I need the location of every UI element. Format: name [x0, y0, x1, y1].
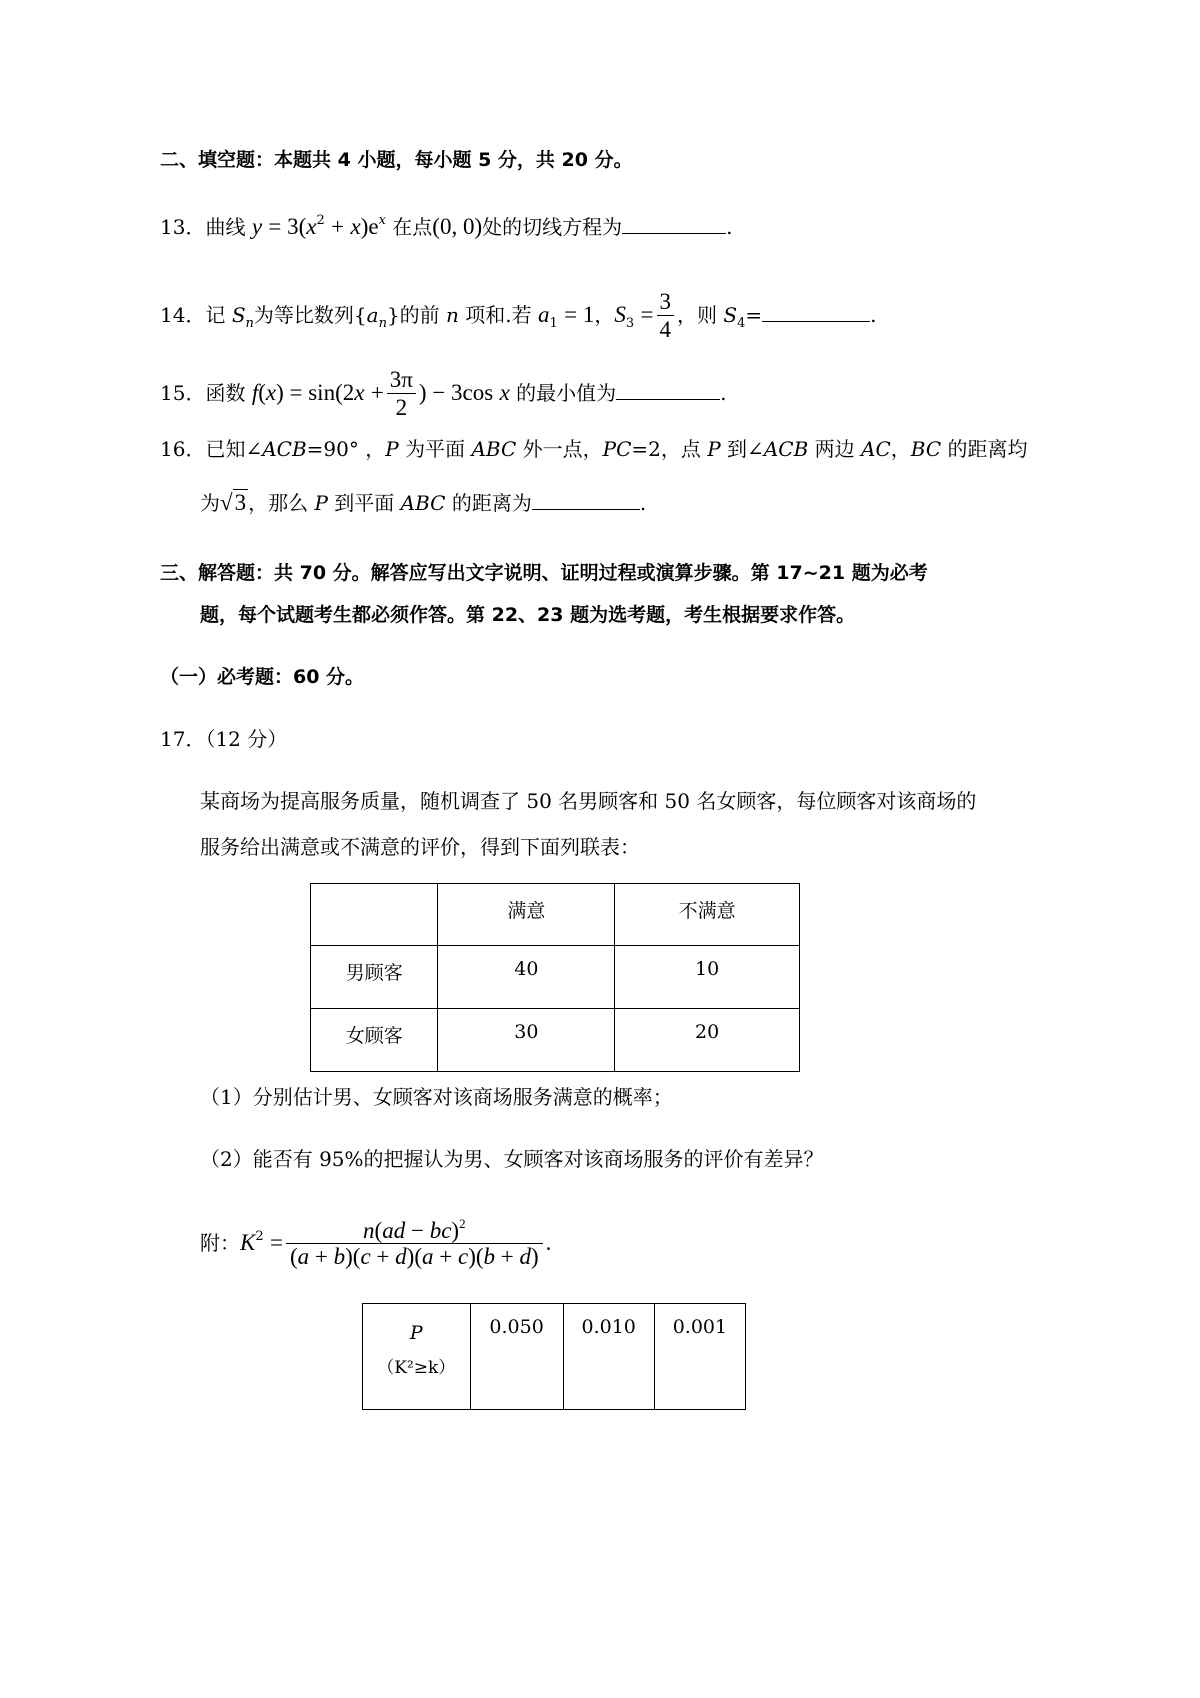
table-row: [363, 1304, 746, 1410]
question-text: 为: [200, 491, 220, 515]
section-3-heading-line-1: 三、解答题：共 70 分。解答应写出文字说明、证明过程或演算步骤。第 17~21 题为必考: [160, 562, 928, 584]
question-text: 为等比数列: [253, 303, 354, 327]
section-3-heading-line-2: 题，每个试题考生都必须作答。第 22、23 题为选考题，考生根据要求作答。: [200, 604, 856, 626]
fraction: $\frac{3}{4}$: [657, 290, 675, 343]
table-header-cell: 满意: [438, 884, 615, 946]
p-label: P: [409, 1322, 423, 1344]
k-condition-label: （K²≥k）: [377, 1358, 456, 1378]
question-text: 项和.若: [458, 303, 538, 327]
table-row: [311, 1009, 800, 1072]
question-16-line-1: 16．已知∠ACB=90° ，P 为平面 ABC 外一点，PC=2，点 P 到∠ACB 两边 AC，BC 的距离均: [160, 437, 1028, 461]
question-text: 的前: [399, 303, 447, 327]
table-cell: 30: [438, 1009, 615, 1072]
question-text: 到∠: [720, 437, 764, 461]
question-14: 14．记 $S_n$为等比数列$\{a_n\}$的前 n 项和.若 $a_1 = 1$，$S_3$ = $\frac{3}{4}$ ，则 $S_4=$ .: [160, 289, 877, 342]
answer-blank[interactable]: [762, 301, 870, 322]
question-17-paragraph-line-1: 某商场为提高服务质量，随机调查了 50 名男顾客和 50 名女顾客，每位顾客对该商场的: [200, 789, 977, 813]
answer-blank[interactable]: [532, 489, 640, 510]
question-15: 15．函数 f(x) = sin(2x + $\frac{3\pi}{2}$ ) − 3cos x 的最小值为 .: [160, 367, 727, 420]
question-text: .: [639, 491, 647, 515]
table-cell: 0.001: [654, 1304, 745, 1410]
table-cell: 女顾客: [311, 1009, 438, 1072]
question-text: 的距离为: [445, 491, 532, 515]
table-row: [311, 946, 800, 1009]
question-text: 的距离均: [941, 437, 1028, 461]
appendix-label: 附：: [200, 1231, 240, 1255]
section-3-subheading: （一）必考题：60 分。: [160, 666, 365, 688]
question-text: 曲线: [205, 215, 252, 239]
appendix-formula: 附：$K^2$ = $\frac{n(ad - bc)^2}{(a + b)(c + d)(a + c)(b + d)}$ .: [200, 1216, 552, 1269]
fraction: $\frac{3\pi}{2}$: [387, 368, 416, 421]
question-text: 到平面: [327, 491, 401, 515]
sqrt-expression: √3: [220, 490, 247, 515]
question-text: =2，点: [631, 437, 708, 461]
table-cell: 0.050: [470, 1304, 563, 1410]
question-17-part-2: （2）能否有 95%的把握认为男、女顾客对该商场服务的评价有差异？: [200, 1147, 824, 1171]
question-text: 外一点，: [516, 437, 603, 461]
question-text: =90° ，: [306, 437, 386, 461]
question-number: 14．: [160, 303, 206, 327]
question-text: ，: [594, 303, 615, 327]
table-header-cell: [311, 884, 438, 946]
question-number: 16．: [160, 437, 206, 461]
table-cell: 40: [438, 946, 615, 1009]
table-cell: 0.010: [563, 1304, 654, 1410]
question-text: 处的切线方程为: [482, 215, 623, 239]
critical-value-table: [362, 1303, 746, 1410]
question-text: =: [745, 303, 763, 327]
question-text: 记: [205, 303, 232, 327]
question-17-paragraph-line-2: 服务给出满意或不满意的评价，得到下面列联表：: [200, 835, 640, 859]
table-row-label: [363, 1304, 471, 1410]
question-text: 已知∠: [205, 437, 263, 461]
question-16-line-2: 为√3 ，那么 P 到平面 ABC 的距离为 .: [200, 490, 647, 515]
question-text: .: [870, 303, 877, 327]
answer-blank[interactable]: [616, 379, 720, 400]
question-text: .: [726, 215, 733, 239]
table-cell: 20: [615, 1009, 800, 1072]
answer-blank[interactable]: [622, 213, 726, 234]
question-text: 在点: [385, 215, 433, 239]
question-13: 13．曲线 $y = 3(x^2 + x)e^x$ 在点(0, 0)处的切线方程为 .: [160, 213, 733, 239]
contingency-table: [310, 883, 800, 1072]
table-cell: 10: [615, 946, 800, 1009]
section-2-heading: 二、填空题：本题共 4 小题，每小题 5 分，共 20 分。: [160, 149, 633, 171]
table-header-row: [311, 884, 800, 946]
question-text: 为平面: [398, 437, 472, 461]
table-cell: 男顾客: [311, 946, 438, 1009]
question-17-part-1: （1）分别估计男、女顾客对该商场服务满意的概率；: [200, 1085, 673, 1109]
question-text: 两边: [808, 437, 861, 461]
question-text: 函数: [205, 381, 252, 405]
question-text: .: [720, 381, 727, 405]
table-header-cell: 不满意: [615, 884, 800, 946]
question-text: 的最小值为: [516, 381, 617, 405]
question-17-number: 17．（12 分）: [160, 727, 288, 751]
chi-square-fraction: $\frac{n(ad - bc)^2}{(a + b)(c + d)(a + c)(b + d)}$: [286, 1219, 543, 1270]
question-number: 13．: [160, 215, 206, 239]
question-text: ，: [890, 437, 911, 461]
question-text: ，那么: [248, 491, 315, 515]
question-number: 15．: [160, 381, 206, 405]
question-text: ，则: [677, 303, 724, 327]
